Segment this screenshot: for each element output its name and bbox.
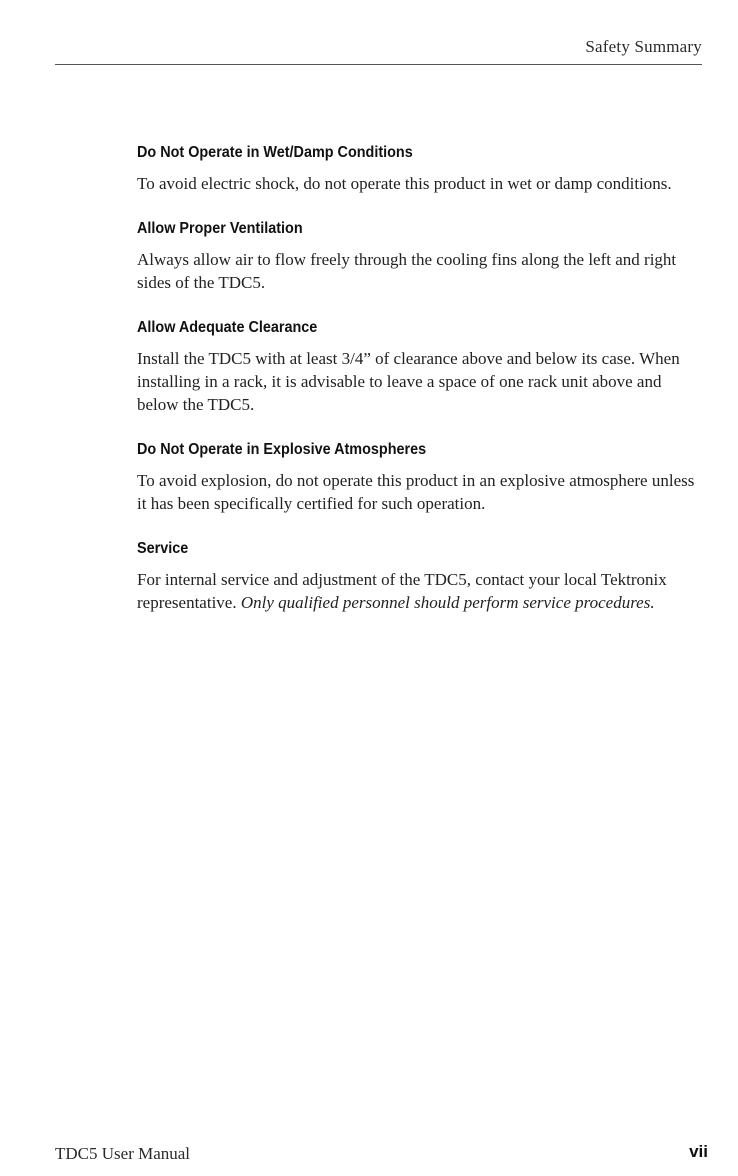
section-heading: Allow Adequate Clearance — [137, 319, 318, 336]
running-head-title: Safety Summary — [585, 37, 702, 56]
service-emphasis-text: Only qualified personnel should perform service procedures. — [240, 593, 655, 612]
section-body: Install the TDC5 with at least 3/4” of clearance above and below its case. When installing in a rack, it is advisable to leave a space of one rack unit above and below the TDC5. — [137, 349, 680, 414]
section-explosive — [137, 441, 697, 515]
header-rule — [55, 64, 702, 65]
section-heading: Do Not Operate in Explosive Atmospheres — [137, 441, 427, 458]
section-body: Always allow air to flow freely through the cooling fins along the left and right sides of the TDC5. — [137, 250, 677, 292]
section-wet-damp — [137, 144, 697, 195]
section-heading: Service — [137, 540, 189, 557]
section-clearance — [137, 319, 697, 416]
service-body-text: For internal service and adjustment of the TDC5, contact your local Tektronix representative. — [137, 570, 667, 612]
page-content — [137, 144, 697, 639]
section-body — [137, 568, 697, 614]
section-ventilation — [137, 220, 697, 294]
footer-manual-title: TDC5 User Manual — [55, 1144, 191, 1163]
section-service — [137, 540, 697, 614]
section-heading: Allow Proper Ventilation — [137, 220, 303, 237]
footer-page-number: vii — [689, 1142, 708, 1161]
section-body: To avoid electric shock, do not operate this product in wet or damp conditions. — [137, 174, 672, 193]
section-body: To avoid explosion, do not operate this product in an explosive atmosphere unless it has been specifically certified for such operation. — [137, 471, 695, 513]
section-heading: Do Not Operate in Wet/Damp Conditions — [137, 144, 413, 161]
